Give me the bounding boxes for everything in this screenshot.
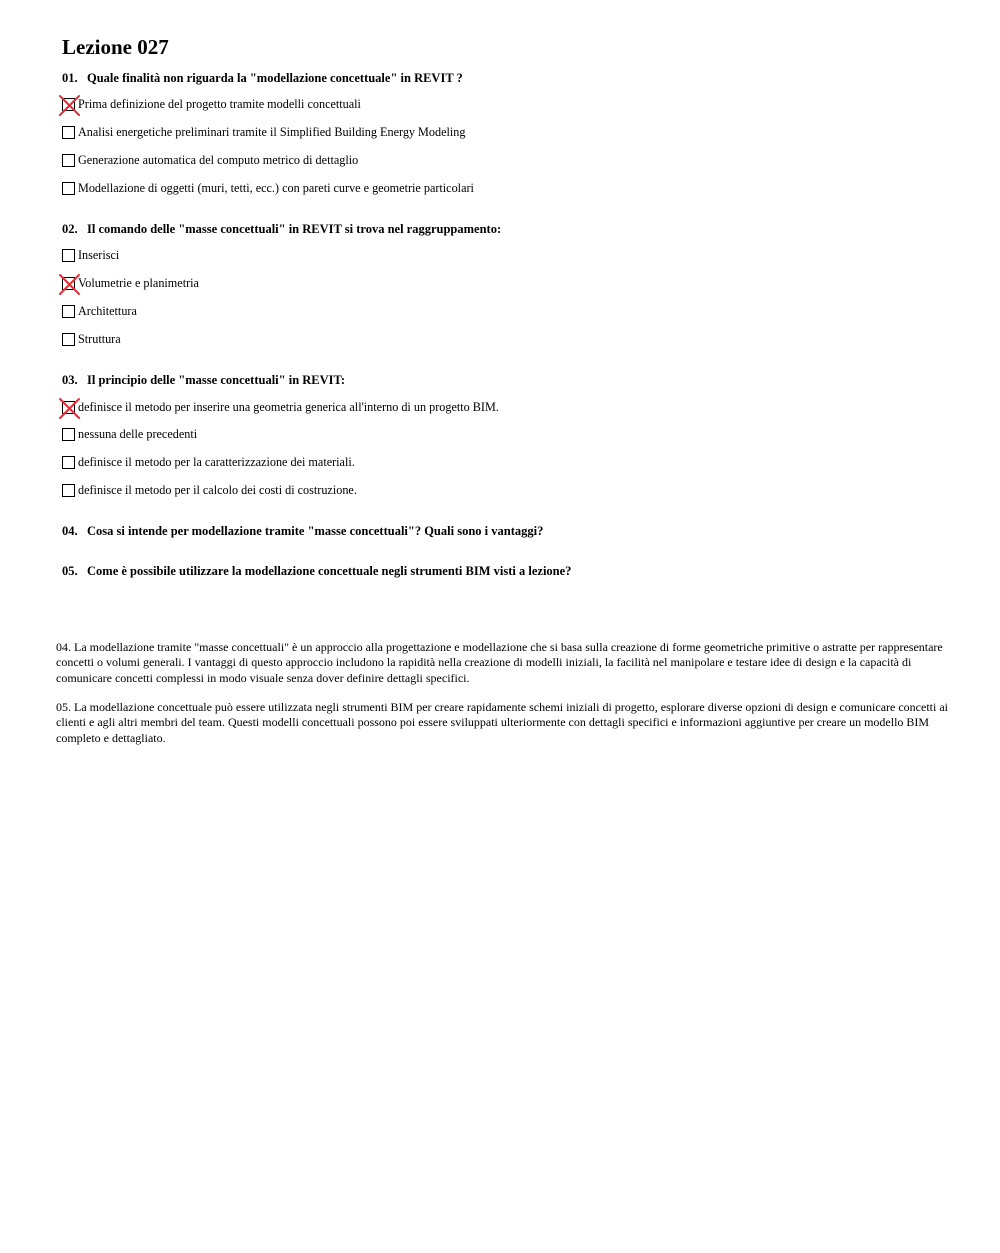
option-q01-1[interactable] bbox=[62, 96, 361, 112]
page-title: Lezione 027 bbox=[62, 35, 169, 59]
checkbox[interactable] bbox=[62, 182, 75, 195]
checkbox[interactable] bbox=[62, 277, 75, 290]
option-label: definisce il metodo per il calcolo dei costi di costruzione. bbox=[78, 483, 357, 497]
option-q01-2[interactable] bbox=[62, 124, 465, 140]
option-q01-4[interactable] bbox=[62, 180, 474, 196]
answer-04: 04. La modellazione tramite "masse concettuali" è un approccio alla progettazione e modellazione che si basa sulla creazione di forme geometriche primitive o astratte per rappresentare concetti o volumi generali. I vantaggi di questo approccio includono la rapidità nella creazione di modelli iniziali, la facilità nel manipolare e testare idee di design e la capacità di comunicare concetti complessi in modo visuale senza dover definire dettagli specifici. bbox=[56, 640, 943, 685]
question-text: Il comando delle "masse concettuali" in REVIT si trova nel raggruppamento: bbox=[87, 222, 502, 236]
checked-x-icon bbox=[59, 274, 80, 295]
question-number: 02. bbox=[62, 222, 78, 236]
checkbox[interactable] bbox=[62, 305, 75, 318]
option-label: Prima definizione del progetto tramite modelli concettuali bbox=[78, 97, 361, 111]
option-q03-2[interactable] bbox=[62, 426, 197, 442]
option-q01-3[interactable] bbox=[62, 152, 358, 168]
option-label: nessuna delle precedenti bbox=[78, 427, 198, 441]
option-q02-1[interactable] bbox=[62, 247, 119, 263]
checkbox[interactable] bbox=[62, 456, 75, 469]
answer-05: 05. La modellazione concettuale può essere utilizzata negli strumenti BIM per creare rapidamente schemi iniziali di progetto, esplorare diverse opzioni di design e comunicare concetti ai clienti e agli altri membri del team. Questi modelli concettuali possono poi essere sviluppati ulteriormente con dettagli specifici e informazioni aggiuntive per creare un modello BIM completo e dettagliato. bbox=[56, 700, 948, 745]
option-q02-2[interactable] bbox=[62, 275, 199, 291]
question-number: 03. bbox=[62, 373, 78, 387]
option-q03-3[interactable] bbox=[62, 454, 355, 470]
checkbox[interactable] bbox=[62, 126, 75, 139]
checked-x-icon bbox=[59, 398, 80, 419]
checkbox[interactable] bbox=[62, 333, 75, 346]
checkbox[interactable] bbox=[62, 428, 75, 441]
option-q02-4[interactable] bbox=[62, 331, 121, 347]
option-q03-1[interactable] bbox=[62, 399, 499, 415]
question-05 bbox=[62, 563, 571, 579]
checkbox[interactable] bbox=[62, 98, 75, 111]
checkbox[interactable] bbox=[62, 249, 75, 262]
option-label: Generazione automatica del computo metrico di dettaglio bbox=[78, 153, 359, 167]
checkbox[interactable] bbox=[62, 401, 75, 414]
option-label: Volumetrie e planimetria bbox=[78, 276, 199, 290]
option-label: Architettura bbox=[78, 304, 137, 318]
option-label: Inserisci bbox=[78, 248, 120, 262]
option-q02-3[interactable] bbox=[62, 303, 137, 319]
question-03 bbox=[62, 372, 345, 388]
question-text: Cosa si intende per modellazione tramite "masse concettuali"? Quali sono i vantaggi? bbox=[87, 524, 544, 538]
question-text: Quale finalità non riguarda la "modellazione concettuale" in REVIT ? bbox=[87, 71, 463, 85]
option-label: Modellazione di oggetti (muri, tetti, ecc.) con pareti curve e geometrie particolari bbox=[78, 181, 474, 195]
question-number: 05. bbox=[62, 564, 78, 578]
question-04 bbox=[62, 523, 543, 539]
checked-x-icon bbox=[59, 95, 80, 116]
checkbox[interactable] bbox=[62, 484, 75, 497]
option-label: definisce il metodo per la caratterizzazione dei materiali. bbox=[78, 455, 355, 469]
question-number: 01. bbox=[62, 71, 78, 85]
question-02 bbox=[62, 221, 501, 237]
question-01 bbox=[62, 70, 463, 86]
question-text: Come è possibile utilizzare la modellazione concettuale negli strumenti BIM visti a lezione? bbox=[87, 564, 572, 578]
option-label: Analisi energetiche preliminari tramite il Simplified Building Energy Modeling bbox=[78, 125, 466, 139]
option-label: Struttura bbox=[78, 332, 121, 346]
checkbox[interactable] bbox=[62, 154, 75, 167]
question-text: Il principio delle "masse concettuali" in REVIT: bbox=[87, 373, 346, 387]
option-label: definisce il metodo per inserire una geometria generica all'interno di un progetto BIM. bbox=[78, 400, 499, 414]
question-number: 04. bbox=[62, 524, 78, 538]
option-q03-4[interactable] bbox=[62, 482, 357, 498]
